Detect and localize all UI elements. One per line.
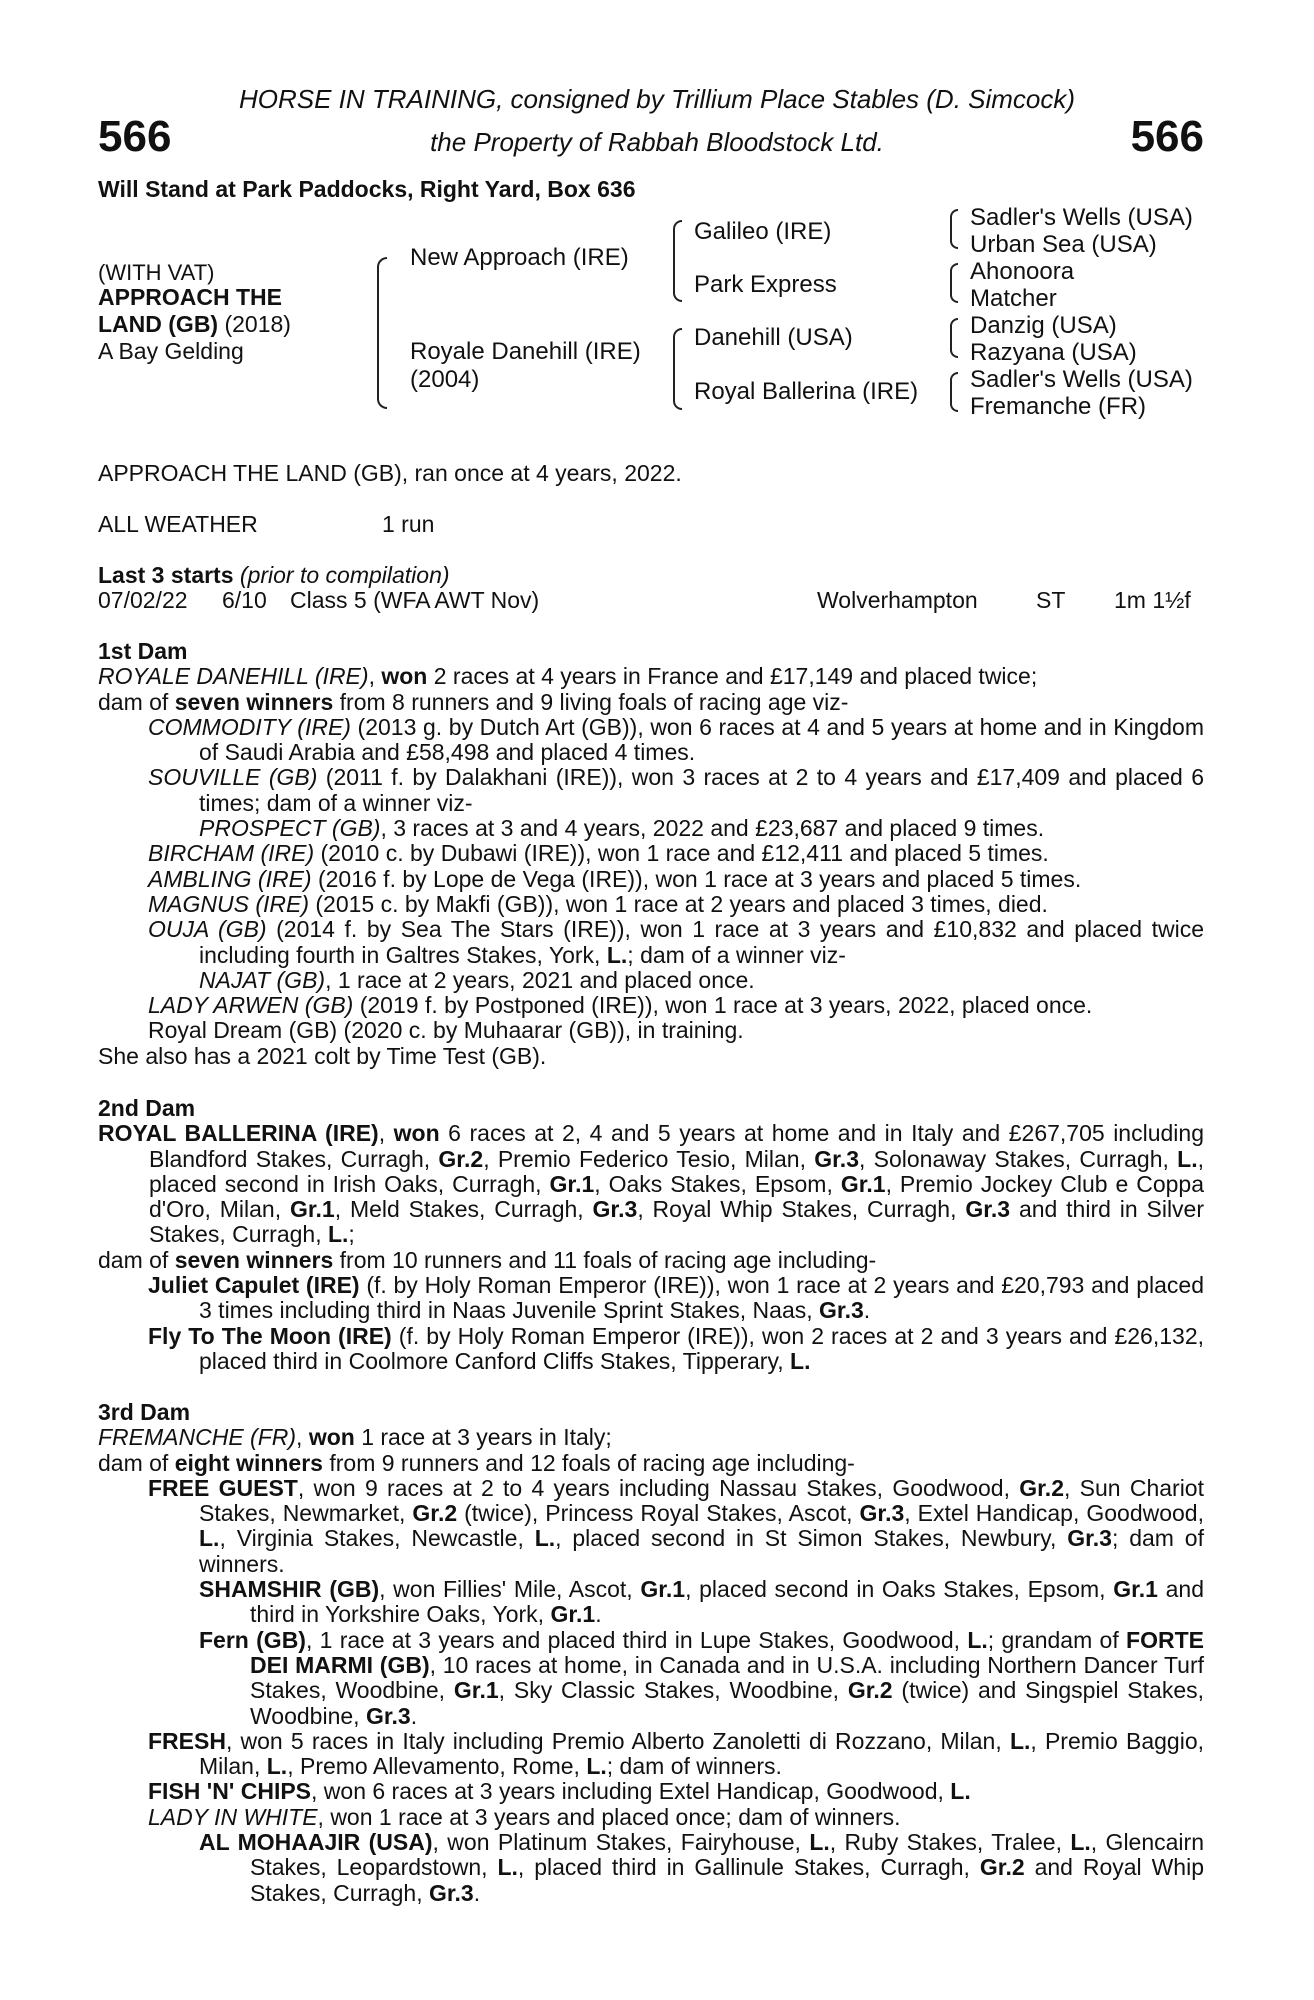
sire: New Approach (IRE) (410, 244, 629, 271)
start-position: 6/10 (222, 587, 267, 613)
surface-runs: 1 run (382, 511, 435, 537)
text: , Ruby Stakes, Tralee, (829, 1829, 1071, 1856)
progeny-record: (2016 f. by Lope de Vega (IRE)), won 1 race at 3 years and placed 5 times. (311, 865, 1082, 892)
pedigree-brace-g3-3 (950, 318, 958, 358)
progeny-fern (98, 1628, 1204, 1729)
pedigree-brace-sire (673, 220, 682, 302)
g3-sadlers-wells-2: Sadler's Wells (USA) (970, 366, 1193, 393)
first-dam-heading: 1st Dam (98, 638, 188, 664)
progeny-name: FREE GUEST (148, 1474, 298, 1501)
grade-label: Gr.3 (965, 1196, 1011, 1223)
surface-label: ALL WEATHER (98, 511, 258, 537)
race-summary: APPROACH THE LAND (GB), ran once at 4 years, 2022. (98, 460, 682, 486)
text: , Sun Chariot Stakes, Newmarket, (199, 1474, 1204, 1527)
dam: Royale Danehill (IRE) (410, 338, 641, 365)
progeny-lady-in-white (98, 1805, 1204, 1830)
vat-label: (WITH VAT) (98, 260, 215, 285)
g3-ahonoora: Ahonoora (970, 258, 1075, 285)
listed-label: L. (1070, 1829, 1091, 1856)
grade-label: Gr.2 (979, 1854, 1025, 1881)
progeny-record: (2013 g. by Dutch Art (GB)), won 6 races at 4 and 5 years at home and in Kingdom of Saudi Arabia and £58,498 and placed 4 times. (199, 713, 1204, 766)
text: , won Platinum Stakes, Fairyhouse, (432, 1829, 810, 1856)
progeny-name: Fern (GB) (199, 1626, 306, 1653)
progeny-record: (2019 f. by Postponed (IRE)), won 1 race at 3 years, 2022, placed once. (353, 992, 1093, 1019)
third-dam-section (98, 1400, 1204, 1906)
text: , (368, 663, 382, 690)
progeny-fresh (98, 1729, 1204, 1780)
grade-label: Gr.1 (289, 1196, 335, 1223)
horse-name-line2 (98, 311, 291, 338)
progeny-name: LADY ARWEN (GB) (148, 992, 354, 1019)
progeny-bircham (98, 841, 1204, 866)
text: 6 races at 2, 4 and 5 years at home and in Italy and £267,705 including Blandford Stakes, Curragh, (149, 1120, 1204, 1172)
winners-count: eight winners (174, 1449, 323, 1476)
text: ; grandam of (987, 1626, 1127, 1653)
text: , placed second in Irish Oaks, Curragh, (149, 1145, 1204, 1197)
winners-count: seven winners (174, 688, 334, 715)
second-dam-heading: 2nd Dam (98, 1095, 196, 1121)
listed-label: L. (199, 1525, 220, 1552)
progeny-name: AMBLING (IRE) (148, 865, 312, 892)
text: . (410, 1702, 418, 1729)
progeny-name: BIRCHAM (IRE) (148, 840, 315, 867)
text: . (473, 1879, 481, 1906)
g3-matcher: Matcher (970, 285, 1057, 312)
horse-name-line1: APPROACH THE (98, 284, 283, 310)
text: , (296, 1424, 309, 1451)
listed-label: L. (534, 1525, 556, 1552)
won-label: won (381, 663, 428, 690)
progeny-shamshir (98, 1577, 1204, 1628)
text: , won 6 races at 3 years including Extel Handicap, Goodwood, (311, 1778, 951, 1805)
progeny-ouja (98, 917, 1204, 968)
text: dam of (98, 1449, 175, 1476)
listed-label: L. (1009, 1727, 1031, 1754)
start-course: Wolverhampton (817, 587, 978, 613)
second-dam-produce (98, 1248, 1204, 1273)
progeny-record: (f. by Holy Roman Emperor (IRE)), won 1 race at 2 years and £20,793 and placed 3 times including third in Naas Juvenile Sprint Stakes, Naas, (199, 1272, 1204, 1324)
text: , won 9 races at 2 to 4 years including Nassau Stakes, Goodwood, (297, 1474, 1020, 1501)
text: . (863, 1297, 871, 1324)
progeny-name: COMMODITY (IRE) (148, 713, 351, 740)
progeny-name: NAJAT (GB) (199, 966, 326, 993)
grade-label: Gr.1 (1113, 1576, 1158, 1603)
progeny-record: (2011 f. by Dalakhani (IRE)), won 3 races at 2 to 4 years and £17,409 and placed 6 times; dam of a winner viz- (199, 764, 1204, 816)
text: , Premo Allevamento, Rome, (287, 1753, 587, 1780)
text: , Premio Baggio, Milan, (199, 1727, 1205, 1780)
progeny-name: Fly To The Moon (IRE) (148, 1322, 392, 1349)
pedigree-brace-g3-2 (950, 263, 958, 303)
horse-year: (2018) (218, 311, 291, 337)
start-date: 07/02/22 (98, 587, 188, 613)
listed-label: L. (790, 1347, 811, 1374)
stand-line: Will Stand at Park Paddocks, Right Yard, Box 636 (98, 176, 636, 202)
pedigree-brace-g3-4 (950, 372, 958, 412)
g3-razyana: Razyana (USA) (970, 339, 1137, 366)
text: , 10 races at home, in Canada and in U.S.A. including Northern Dancer Turf Stakes, Woodbine, (250, 1651, 1204, 1704)
progeny-prospect (98, 816, 1204, 841)
text: , 1 race at 3 years and placed third in Lupe Stakes, Goodwood, (305, 1626, 968, 1653)
text: (twice), Princess Royal Stakes, Ascot, (457, 1500, 860, 1527)
last-starts-heading (98, 562, 450, 589)
text: (twice) and Singspiel Stakes, Woodbine, (250, 1677, 1205, 1729)
horse-name-part: LAND (GB) (98, 311, 219, 337)
g3-fremanche: Fremanche (FR) (970, 393, 1147, 420)
progeny-name: FORTE DEI MARMI (GB) (250, 1626, 1204, 1678)
text: , won 5 races in Italy including Premio Alberto Zanoletti di Rozzano, Milan, (225, 1727, 1010, 1754)
progeny-juliet-capulet (98, 1273, 1204, 1324)
progeny-record: , 1 race at 2 years, 2021 and placed once. (325, 966, 755, 993)
progeny-record: (2010 c. by Dubawi (IRE)), won 1 race and £12,411 and placed 5 times. (314, 840, 1049, 867)
text: 1 race at 3 years in Italy; (354, 1424, 612, 1451)
text: ; dam of winners. (606, 1753, 782, 1780)
text: , Extel Handicap, Goodwood, (904, 1500, 1204, 1527)
lot-number-left: 566 (98, 112, 172, 161)
listed-label: L. (327, 1221, 349, 1248)
g3-urban-sea: Urban Sea (USA) (970, 231, 1157, 258)
grade-label: Gr.1 (550, 1601, 596, 1628)
text: , won 1 race at 3 years and placed once; dam of winners. (317, 1803, 901, 1830)
progeny-name: FISH 'N' CHIPS (148, 1778, 312, 1805)
third-dam-heading: 3rd Dam (98, 1399, 191, 1425)
text: ; dam of winners. (199, 1525, 1204, 1577)
text: , placed third in Gallinule Stakes, Curragh, (517, 1854, 980, 1881)
dam-sire: Danehill (USA) (694, 324, 853, 351)
progeny-record: (f. by Holy Roman Emperor (IRE)), won 2 races at 2 and 3 years and £26,132, placed third in Coolmore Canford Cliffs Stakes, Tipperary, (199, 1322, 1205, 1374)
grade-label: Gr.2 (438, 1145, 484, 1172)
text: ; dam of a winner viz- (627, 941, 846, 968)
last-starts-title: Last 3 starts (98, 562, 234, 588)
text: dam of (98, 688, 175, 715)
progeny-name: MAGNUS (IRE) (148, 890, 309, 917)
listed-label: L. (606, 941, 628, 968)
start-distance: 1m 1½f (1114, 587, 1191, 613)
text: , Oaks Stakes, Epsom, (594, 1170, 841, 1197)
text: , (378, 1120, 394, 1147)
progeny-free-guest (98, 1476, 1204, 1577)
text: and Royal Whip Stakes, Curragh, (250, 1854, 1204, 1906)
progeny-royal-dream: Royal Dream (GB) (2020 c. by Muhaarar (GB)), in training. (148, 1017, 744, 1044)
pedigree-brace-main (377, 257, 387, 409)
grade-label: Gr.1 (453, 1677, 499, 1704)
text: , Glencairn Stakes, Leopardstown, (250, 1829, 1204, 1881)
dam-year: (2004) (410, 366, 480, 393)
property-line: the Property of Rabbah Bloodstock Ltd. (430, 127, 884, 157)
text: . (595, 1601, 602, 1628)
progeny-record: (2015 c. by Makfi (GB)), won 1 race at 2 years and placed 3 times, died. (309, 890, 1048, 917)
pedigree-brace-g3-1 (950, 209, 958, 249)
progeny-name: FRESH (148, 1727, 226, 1754)
text: , Solonaway Stakes, Curragh, (859, 1145, 1178, 1172)
text: 2 races at 4 years in France and £17,149 and placed twice; (427, 663, 1038, 690)
won-label: won (393, 1120, 440, 1147)
grade-label: Gr.3 (819, 1297, 864, 1324)
second-dam-section (98, 1096, 1204, 1374)
progeny-name: PROSPECT (GB) (199, 815, 381, 842)
progeny-name: OUJA (GB) (148, 916, 267, 943)
text: ; (348, 1221, 355, 1248)
grade-label: Gr.3 (859, 1500, 905, 1527)
third-dam-produce (98, 1451, 1204, 1476)
progeny-souville (98, 765, 1204, 816)
pedigree-brace-dam (673, 328, 682, 410)
horse-description: A Bay Gelding (98, 338, 244, 364)
text: , Virginia Stakes, Newcastle, (219, 1525, 535, 1552)
grade-label: Gr.1 (549, 1170, 595, 1197)
progeny-record: , 3 races at 3 and 4 years, 2022 and £23,687 and placed 9 times. (380, 815, 1045, 842)
text: , placed second in Oaks Stakes, Epsom, (685, 1576, 1114, 1603)
first-dam-line1 (98, 664, 1204, 689)
sire-dam: Park Express (694, 271, 837, 298)
lot-number-right: 566 (1130, 112, 1204, 161)
progeny-najat (98, 968, 1204, 993)
listed-label: L. (266, 1753, 288, 1780)
first-dam-name: ROYALE DANEHILL (IRE) (98, 663, 369, 690)
text: and third in Silver Stakes, Curragh, (149, 1196, 1205, 1248)
grade-label: Gr.2 (1019, 1474, 1064, 1501)
listed-label: L. (497, 1854, 518, 1881)
progeny-magnus (98, 892, 1204, 917)
text: , placed second in St Simon Stakes, Newbury, (555, 1525, 1068, 1552)
progeny-name: LADY IN WHITE (148, 1803, 318, 1830)
text: , Royal Whip Stakes, Curragh, (637, 1196, 966, 1223)
text: dam of (98, 1246, 175, 1273)
listed-label: L. (1177, 1145, 1198, 1172)
listed-label: L. (967, 1626, 988, 1653)
listed-label: L. (586, 1753, 607, 1780)
progeny-ambling (98, 867, 1204, 892)
listed-label: L. (950, 1778, 971, 1805)
g3-sadlers-wells-1: Sadler's Wells (USA) (970, 204, 1193, 231)
g3-danzig: Danzig (USA) (970, 312, 1117, 339)
third-dam-record (98, 1425, 1204, 1450)
progeny-name: SHAMSHIR (GB) (199, 1576, 380, 1603)
listed-label: L. (809, 1829, 830, 1856)
text: and third in Yorkshire Oaks, York, (250, 1576, 1204, 1628)
consignment-line: HORSE IN TRAINING, consigned by Trillium Place Stables (D. Simcock) (238, 84, 1076, 114)
progeny-fly-to-the-moon (98, 1324, 1204, 1375)
first-dam-section (98, 639, 1204, 1069)
grade-label: Gr.3 (428, 1879, 474, 1906)
progeny-fish-n-chips (98, 1779, 1204, 1804)
grade-label: Gr.1 (640, 1576, 686, 1603)
text: , Premio Federico Tesio, Milan, (483, 1145, 815, 1172)
winners-count: seven winners (174, 1246, 334, 1273)
last-starts-note: (prior to compilation) (233, 562, 450, 588)
start-class: Class 5 (WFA AWT Nov) (290, 587, 540, 613)
grade-label: Gr.3 (814, 1145, 859, 1172)
progeny-name: SOUVILLE (GB) (148, 764, 318, 791)
third-dam-name: FREMANCHE (FR) (98, 1424, 297, 1451)
dam-dam: Royal Ballerina (IRE) (694, 378, 919, 405)
second-dam-name: ROYAL BALLERINA (IRE) (98, 1120, 379, 1147)
progeny-name: AL MOHAAJIR (USA) (199, 1829, 433, 1856)
sire-sire: Galileo (IRE) (694, 218, 832, 245)
progeny-lady-arwen (98, 993, 1204, 1018)
progeny-name: Juliet Capulet (IRE) (148, 1272, 360, 1299)
text: , won Fillies' Mile, Ascot, (379, 1576, 641, 1603)
grade-label: Gr.2 (847, 1677, 893, 1704)
text: , Sky Classic Stakes, Woodbine, (498, 1677, 848, 1704)
progeny-commodity (98, 715, 1204, 766)
progeny-record: (2014 f. by Sea The Stars (IRE)), won 1 race at 3 years and £10,832 and placed twice including fourth in Galtres Stakes, York, (199, 916, 1204, 968)
won-label: won (308, 1424, 355, 1451)
grade-label: Gr.2 (412, 1500, 458, 1527)
text: , Meld Stakes, Curragh, (334, 1196, 593, 1223)
first-dam-line2 (98, 690, 1204, 715)
progeny-al-mohaajir (98, 1830, 1204, 1906)
second-dam-record (98, 1121, 1204, 1247)
text: from 8 runners and 9 living foals of racing age viz- (333, 688, 849, 715)
first-dam-footnote: She also has a 2021 colt by Time Test (GB). (98, 1042, 547, 1069)
grade-label: Gr.3 (592, 1196, 638, 1223)
text: , Premio Jockey Club e Coppa d'Oro, Milan, (149, 1170, 1204, 1223)
grade-label: Gr.3 (365, 1702, 411, 1729)
text: from 9 runners and 12 foals of racing age including- (322, 1449, 855, 1476)
text: from 10 runners and 11 foals of racing age including- (333, 1246, 877, 1273)
grade-label: Gr.1 (840, 1170, 886, 1197)
start-going: ST (1036, 587, 1066, 613)
grade-label: Gr.3 (1067, 1525, 1112, 1552)
